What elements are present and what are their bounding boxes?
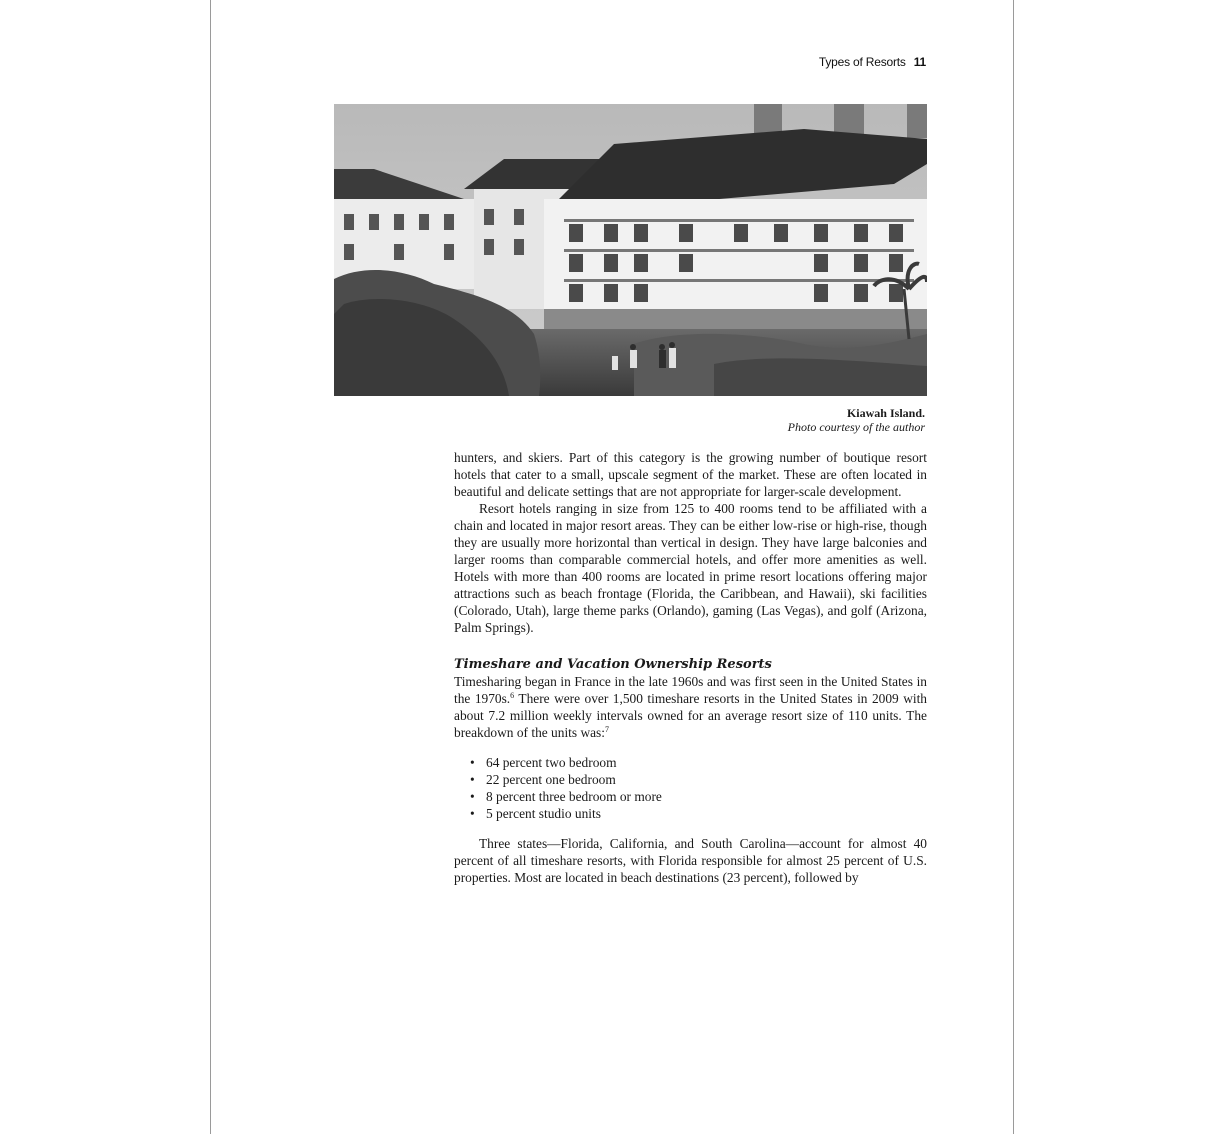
resort-photo xyxy=(334,104,927,396)
caption-credit: Photo courtesy of the author xyxy=(787,420,925,434)
page-number: 11 xyxy=(913,55,926,69)
bullet: • xyxy=(470,755,475,770)
paragraph-2: Resort hotels ranging in size from 125 to 400 rooms tend to be affiliated with a chain and located in major resort areas. They can be either low-rise or high-rise, though they are usually more horizontal than vertical in design. They have large balconies and larger rooms than comparable commercial hotels, and offer more amenities as well. Hotels with more than 400 rooms are located in prime resort locations offering major attractions such as beach frontage (Florida, the Caribbean, and Hawaii), ski facilities (Colorado, Utah), large theme parks (Orlando), gaming (Las Vegas), and golf (Arizona, Palm Springs). xyxy=(454,501,927,635)
list-item-text: 8 percent three bedroom or more xyxy=(486,789,662,804)
running-head xyxy=(819,55,926,69)
unit-breakdown-list xyxy=(454,754,927,822)
running-head-section: Types of Resorts xyxy=(818,55,906,69)
list-item xyxy=(470,788,927,805)
list-item-text: 22 percent one bedroom xyxy=(486,772,616,787)
bullet: • xyxy=(470,772,475,787)
footnote-7[interactable]: 7 xyxy=(605,725,609,734)
paragraph-3-part-b: There were over 1,500 timeshare resorts in the United States in 2009 with about 7.2 million weekly intervals owned for an average resort size of 110 units. The breakdown of the units was: xyxy=(454,691,928,740)
footnote-6[interactable]: 6 xyxy=(510,691,515,700)
caption-title: Kiawah Island. xyxy=(846,406,925,420)
list-item-text: 5 percent studio units xyxy=(486,806,601,821)
figure-caption xyxy=(788,406,925,434)
section-heading: Timeshare and Vacation Ownership Resorts xyxy=(454,657,772,672)
paragraph-4: Three states—Florida, California, and South Carolina—account for almost 40 percent of all timeshare resorts, with Florida responsible for almost 25 percent of U.S. properties. Most are located in beach destinations (23 percent), followed by xyxy=(454,836,927,885)
list-item xyxy=(470,754,927,771)
bullet: • xyxy=(470,806,475,821)
list-item xyxy=(470,771,927,788)
list-item xyxy=(470,805,927,822)
paragraph-3 xyxy=(454,673,927,741)
book-page xyxy=(210,0,1014,1134)
body-text xyxy=(454,449,927,886)
bullet: • xyxy=(470,789,475,804)
paragraph-1: hunters, and skiers. Part of this category is the growing number of boutique resort hotels that cater to a small, upscale segment of the market. These are often located in beautiful and delicate settings that are not appropriate for larger-scale development. xyxy=(454,450,927,499)
paragraph-3-part-a: Timesharing began in France in the late 1960s and was first seen in the United States in the 1970s. xyxy=(454,674,927,706)
list-item-text: 64 percent two bedroom xyxy=(486,755,617,770)
